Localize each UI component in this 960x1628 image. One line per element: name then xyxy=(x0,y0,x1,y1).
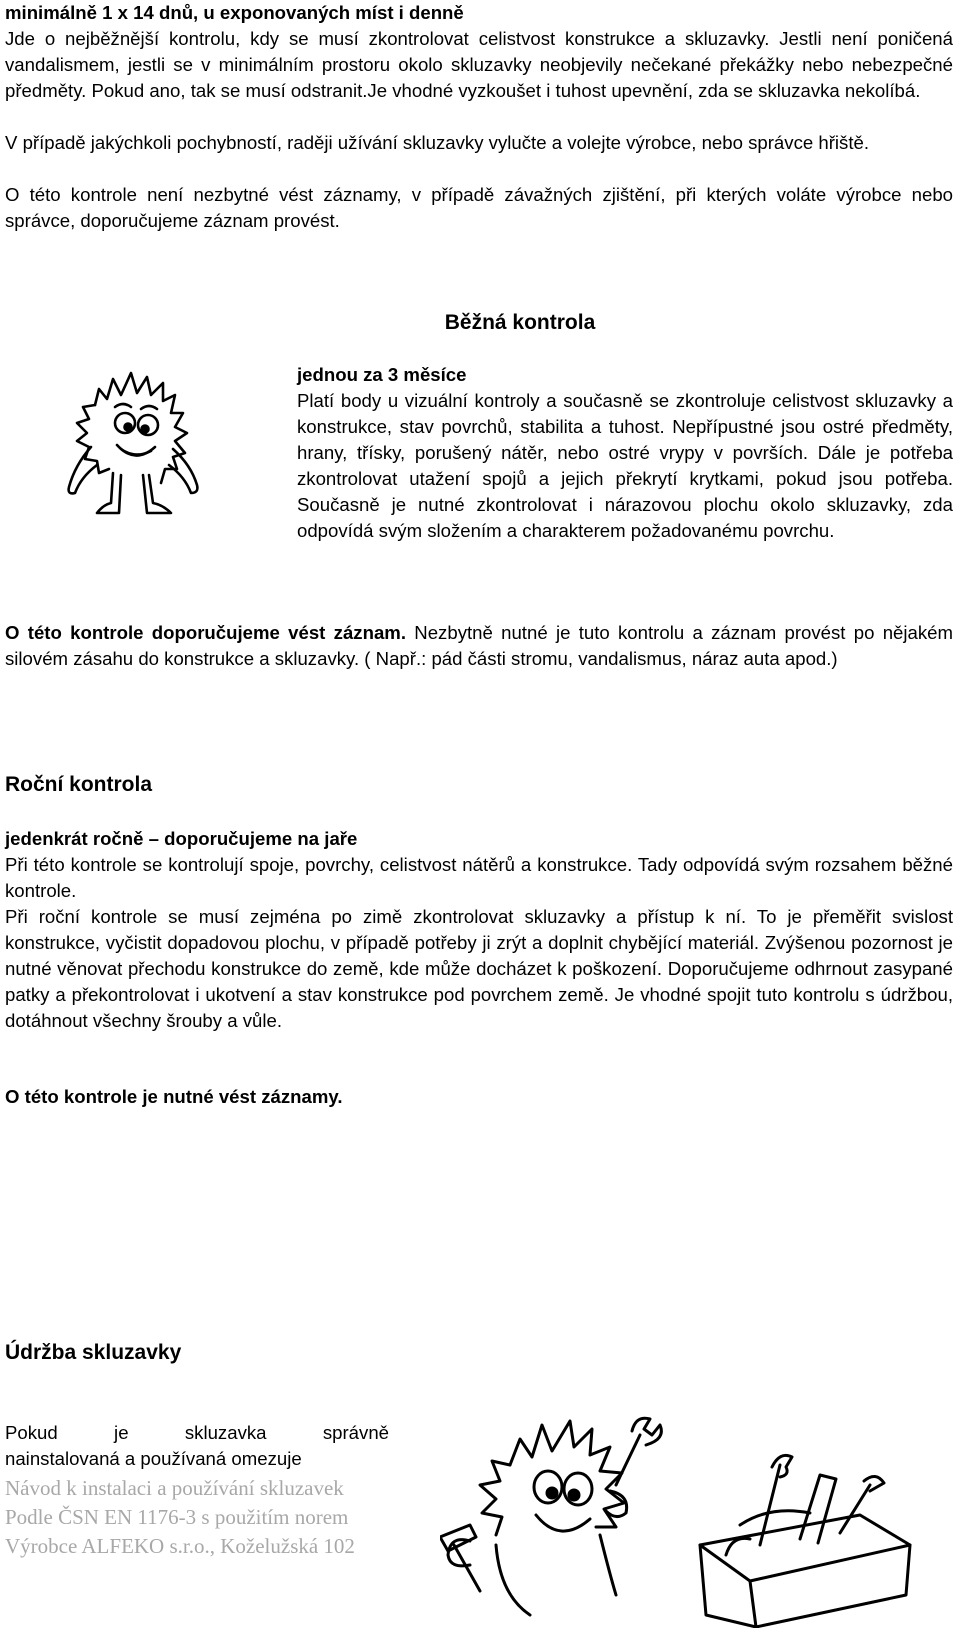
footer-line-1: Návod k instalaci a používání skluzavek xyxy=(5,1476,344,1500)
udrzba-line-1: Pokud je skluzavka správně xyxy=(5,1422,389,1443)
bezna-paragraph xyxy=(297,388,953,544)
section-title-udrzba: Údržba skluzavky xyxy=(5,1341,182,1364)
rocni-note: O této kontrole je nutné vést záznamy. xyxy=(5,1086,343,1107)
bezna-interval: jednou za 3 měsíce xyxy=(297,364,467,385)
intro-paragraph-3: O této kontrole není nezbytné vést záznamy, v případě závažných zjištění, při kterých voláte výrobce nebo správce, doporučujeme záznam provést. xyxy=(5,184,953,231)
bezna-note-rest: Nezbytně nutné je tuto kontrolu a záznam provést po nějakém silovém zásahu do konstrukce a skluzavky. ( Např.: pád části stromu, vandalismus, náraz auta apod.) xyxy=(5,622,953,669)
bezna-note-bold: O této kontrole doporučujeme vést záznam. xyxy=(5,622,406,643)
footer-line-2: Podle ČSN EN 1176-3 s použitím norem xyxy=(5,1505,349,1529)
rocni-paragraph-1: Při této kontrole se kontrolují spoje, povrchy, celistvost nátěrů a konstrukce. Tady odpovídá svým rozsahem běžné kontrole. xyxy=(5,854,953,901)
section-title-rocni-kontrola: Roční kontrola xyxy=(5,773,153,796)
intro-paragraph-2: V případě jakýchkoli pochybností, raději užívání skluzavky vylučte a volejte výrobce, nebo správce hřiště. xyxy=(5,132,870,153)
bezna-text: Platí body u vizuální kontroly a současně se zkontroluje celistvost skluzavky a konstrukce, stav povrchů, stabilita a tuhost. Nepřípustné jsou ostré předměty, hrany, třísky, porušený nátěr, nebo ostré vrypy v površích. Dále je potřeba zkontrolovat utažení spojů a jejich překrytí krytkami, pokud jsou potřeba. Současně je nutné zkontrolovat i nárazovou plochu okolo skluzavky, zda odpovídá svým složením a charakterem požadovanému povrchu. xyxy=(297,390,953,541)
udrzba-line-2: nainstalovaná a používaná omezuje xyxy=(5,1448,302,1469)
section-title-bezna-kontrola: Běžná kontrola xyxy=(444,311,596,334)
intro-heading: minimálně 1 x 14 dnů, u exponovaných míst i denně xyxy=(5,2,464,23)
mascot-character-icon xyxy=(55,365,220,525)
rocni-interval: jedenkrát ročně – doporučujeme na jaře xyxy=(5,828,358,849)
bezna-note xyxy=(5,620,953,672)
footer-line-3: Výrobce ALFEKO s.r.o., Koželužská 102 xyxy=(5,1534,355,1558)
mascot-with-toolbox-icon xyxy=(440,1395,940,1628)
rocni-paragraph-2: Při roční kontrole se musí zejména po zimě zkontrolovat skluzavky a přístup k ní. To je přeměřit svislost konstrukce, vyčistit dopadovou plochu, v případě potřeby ji zrýt a doplnit chybějící materiál. Zvýšenou pozornost je nutné věnovat přechodu konstrukce do země, kde může docházet k poškození. Doporučujeme odhrnout zasypané patky a překontrolovat i ukotvení a stav konstrukce pod povrchem země. Je vhodné spojit tuto kontrolu s údržbou, dotáhnout všechny šrouby a vůle. xyxy=(5,906,953,1031)
intro-paragraph-1: Jde o nejběžnější kontrolu, kdy se musí zkontrolovat celistvost konstrukce a skluzavky. Jestli není poničená vandalismem, jestli se v minimálním prostoru okolo skluzavky neobjevily nečekané překážky nebo nebezpečné předměty. Pokud ano, tak se musí odstranit.Je vhodné vyzkoušet i tuhost upevnění, zda se skluzavka nekolíbá. xyxy=(5,28,953,101)
